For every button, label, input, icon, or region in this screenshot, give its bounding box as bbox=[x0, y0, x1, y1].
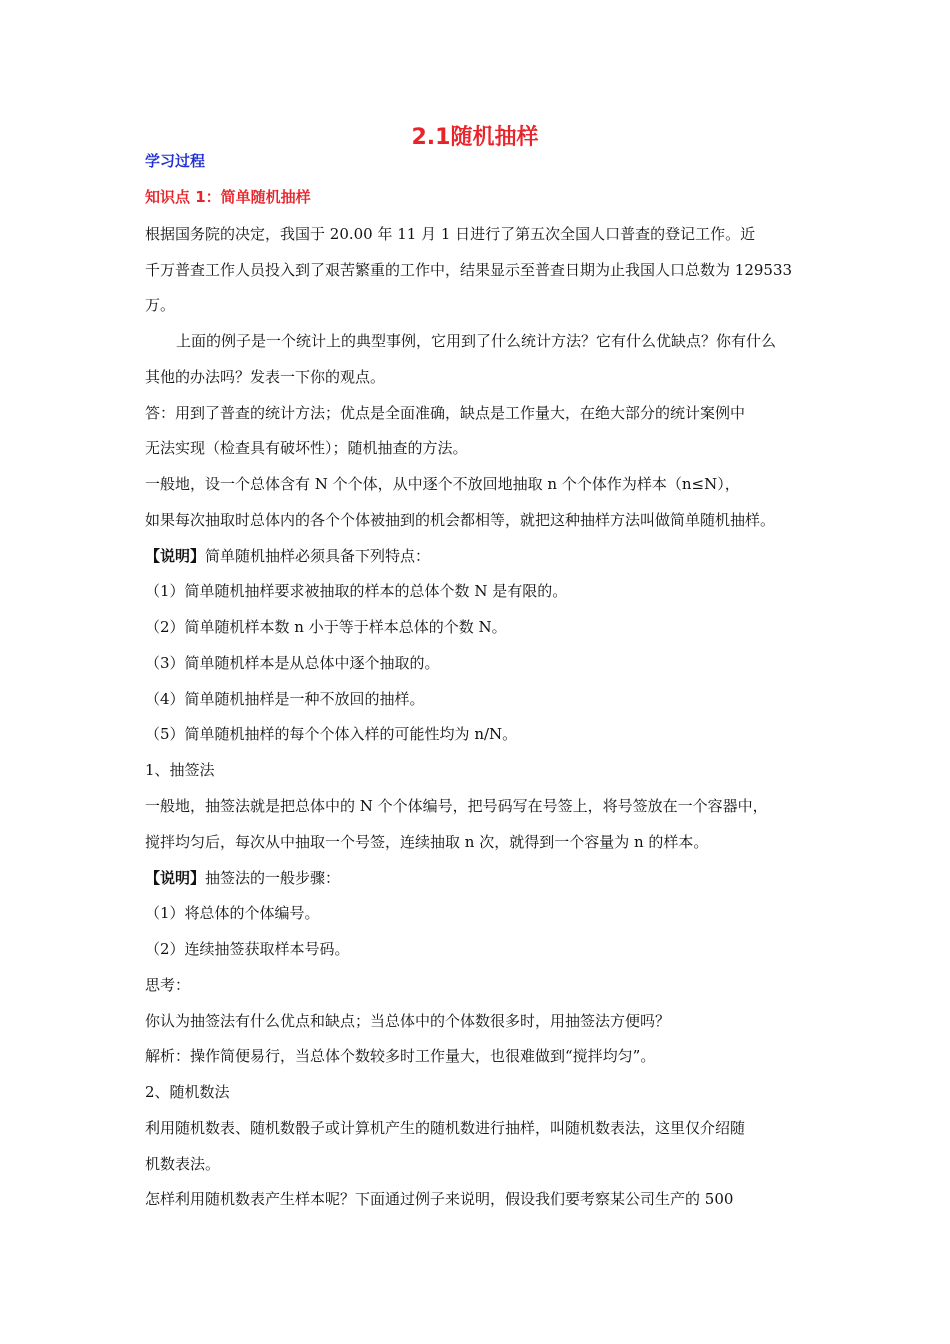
paragraph-line: 上面的例子是一个统计上的典型事例，它用到了什么统计方法？它有什么优缺点？你有什么 bbox=[176, 332, 777, 350]
think-question: 你认为抽签法有什么优点和缺点；当总体中的个体数很多时，用抽签法方便吗？ bbox=[145, 1012, 671, 1030]
paragraph-line: 其他的办法吗？发表一下你的观点。 bbox=[145, 368, 386, 386]
think-analysis: 解析：操作简便易行，当总体个数较多时工作量大，也很难做到“搅拌均匀”。 bbox=[145, 1047, 656, 1065]
paragraph-line: 万。 bbox=[145, 296, 176, 314]
list-item: （1）将总体的个体编号。 bbox=[145, 904, 320, 922]
section-heading: 学习过程 bbox=[145, 152, 206, 170]
subsection-heading: 2、随机数法 bbox=[145, 1083, 230, 1101]
paragraph-line: 怎样利用随机数表产生样本呢？下面通过例子来说明，假设我们要考察某公司生产的 500 bbox=[145, 1190, 734, 1208]
note-label: 【说明】 bbox=[145, 869, 206, 887]
note-label: 【说明】 bbox=[145, 547, 206, 565]
list-item: （3）简单随机样本是从总体中逐个抽取的。 bbox=[145, 654, 440, 672]
paragraph-line: 一般地，抽签法就是把总体中的 N 个个体编号，把号码写在号签上，将号签放在一个容器中， bbox=[145, 797, 768, 815]
page-title: 2.1随机抽样 bbox=[411, 125, 539, 150]
list-item: （1）简单随机抽样要求被抽取的样本的总体个数 N 是有限的。 bbox=[145, 582, 568, 600]
subsection-heading: 1、抽签法 bbox=[145, 761, 215, 779]
note-line bbox=[145, 546, 430, 566]
definition-line: 如果每次抽取时总体内的各个个体被抽到的机会都相等，就把这种抽样方法叫做简单随机抽样。 bbox=[145, 511, 776, 529]
paragraph-line: 搅拌均匀后，每次从中抽取一个号签，连续抽取 n 次，就得到一个容量为 n 的样本。 bbox=[145, 833, 709, 851]
list-item: （4）简单随机抽样是一种不放回的抽样。 bbox=[145, 690, 425, 708]
note-text: 抽签法的一般步骤： bbox=[205, 869, 341, 887]
list-item: （5）简单随机抽样的每个个体入样的可能性均为 n/N。 bbox=[145, 725, 518, 743]
paragraph-line: 根据国务院的决定，我国于 20.00 年 11 月 1 日进行了第五次全国人口普查的登记工作。近 bbox=[145, 225, 756, 243]
answer-line: 无法实现（检查具有破坏性）；随机抽查的方法。 bbox=[145, 439, 468, 457]
paragraph-line: 机数表法。 bbox=[145, 1155, 221, 1173]
definition-line: 一般地，设一个总体含有 N 个个体，从中逐个不放回地抽取 n 个个体作为样本（n≤N）， bbox=[145, 475, 740, 493]
paragraph-line: 千万普查工作人员投入到了艰苦繁重的工作中，结果显示至普查日期为止我国人口总数为 129533 bbox=[145, 261, 793, 279]
list-item: （2）简单随机样本数 n 小于等于样本总体的个数 N。 bbox=[145, 618, 507, 636]
knowledge-point-heading: 知识点 1：简单随机抽样 bbox=[145, 188, 311, 206]
answer-line: 答：用到了普查的统计方法；优点是全面准确，缺点是工作量大，在绝大部分的统计案例中 bbox=[145, 404, 746, 422]
note-text: 简单随机抽样必须具备下列特点： bbox=[205, 547, 431, 565]
list-item: （2）连续抽签获取样本号码。 bbox=[145, 940, 350, 958]
think-heading: 思考： bbox=[145, 976, 191, 994]
paragraph-line: 利用随机数表、随机数骰子或计算机产生的随机数进行抽样，叫随机数表法，这里仅介绍随 bbox=[145, 1119, 746, 1137]
note-line bbox=[145, 868, 340, 888]
